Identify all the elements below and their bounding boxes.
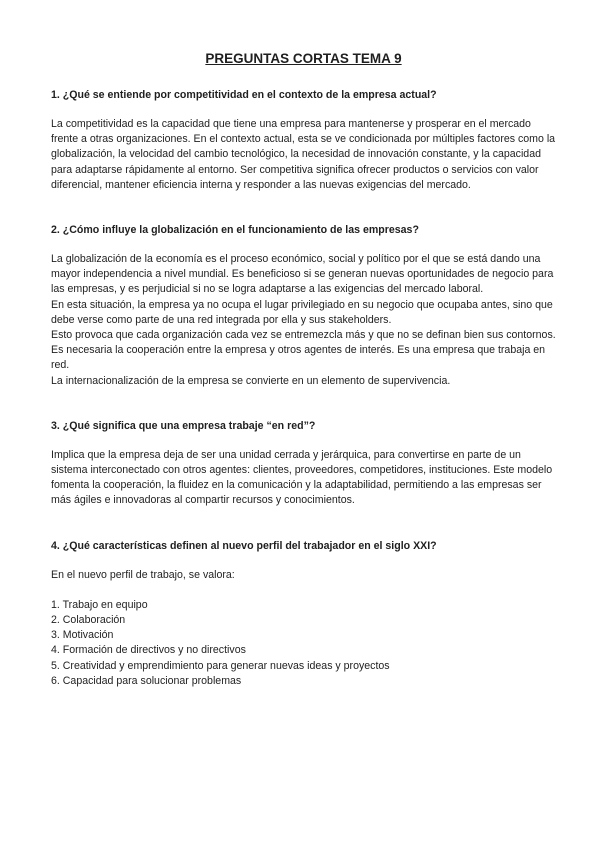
question-heading: 3. ¿Qué significa que una empresa trabaje “en red”? bbox=[51, 419, 316, 432]
list-item: 2. Colaboración bbox=[51, 614, 126, 627]
question-heading: 4. ¿Qué características definen al nuevo perfil del trabajador en el siglo XXI? bbox=[51, 539, 437, 552]
section-spacer bbox=[51, 389, 556, 419]
document-title: PREGUNTAS CORTAS TEMA 9 bbox=[205, 51, 402, 66]
section-en-red bbox=[51, 419, 556, 509]
section-perfil-trabajador bbox=[51, 539, 556, 689]
answer-paragraph: Esto provoca que cada organización cada vez se entremezcla más y que no se definan bien sus contornos. Es necesaria la cooperación entre la empresa y otros agentes de interés. Es una empresa que trabaja en red. bbox=[51, 329, 556, 372]
answer-paragraph: Implica que la empresa deja de ser una unidad cerrada y jerárquica, para convertirse en parte de un sistema interconectado con otros agentes: clientes, proveedores, competidores, instituciones. Este modelo fomenta la cooperación, la fluidez en la comunicación y la adaptabilidad, permitiendo a las empresas ser más ágiles e innovadoras al compartir recursos y conocimientos. bbox=[51, 448, 553, 507]
trait-list bbox=[51, 598, 556, 689]
question-heading: 1. ¿Qué se entiende por competitividad en el contexto de la empresa actual? bbox=[51, 89, 437, 101]
list-spacer bbox=[51, 583, 556, 598]
answer-intro: En el nuevo perfil de trabajo, se valora: bbox=[51, 568, 235, 581]
list-item: 6. Capacidad para solucionar problemas bbox=[51, 674, 242, 687]
list-item: 5. Creatividad y emprendimiento para generar nuevas ideas y proyectos bbox=[51, 659, 390, 672]
answer-paragraph: La globalización de la economía es el proceso económico, social y político por el que se está dando una mayor independencia a nivel mundial. Es beneficioso si se generan nuevas oportunidades de negocio para las empresas, y es perjudicial si no se logra adaptarse a las exigencias del mercado laboral. bbox=[51, 253, 554, 296]
document-page bbox=[51, 50, 556, 689]
answer-paragraph: En esta situación, la empresa ya no ocupa el lugar privilegiado en su negocio que ocupaba antes, sino que debe verse como parte de una red integrada por ella y sus stakeholders. bbox=[51, 298, 553, 326]
section-competitividad bbox=[51, 88, 556, 193]
list-item: 3. Motivación bbox=[51, 629, 114, 642]
section-spacer bbox=[51, 509, 556, 539]
list-item: 1. Trabajo en equipo bbox=[51, 598, 148, 611]
list-item: 4. Formación de directivos y no directivos bbox=[51, 644, 246, 657]
answer-paragraph: La internacionalización de la empresa se convierte en un elemento de supervivencia. bbox=[51, 374, 451, 387]
section-spacer bbox=[51, 193, 556, 223]
question-heading: 2. ¿Cómo influye la globalización en el funcionamiento de las empresas? bbox=[51, 224, 419, 237]
section-globalizacion bbox=[51, 223, 556, 389]
answer-paragraph: La competitividad es la capacidad que tiene una empresa para mantenerse y prosperar en el mercado frente a otras organizaciones. En el contexto actual, esta se ve condicionada por múltiples factores como la globalización, la velocidad del cambio tecnológico, la necesidad de innovación constante, y la capacidad para adaptarse rápidamente al entorno. Ser competitiva significa ofrecer productos o servicios con valor diferencial, mantener eficiencia interna y responder a las nuevas exigencias del mercado. bbox=[51, 118, 556, 191]
